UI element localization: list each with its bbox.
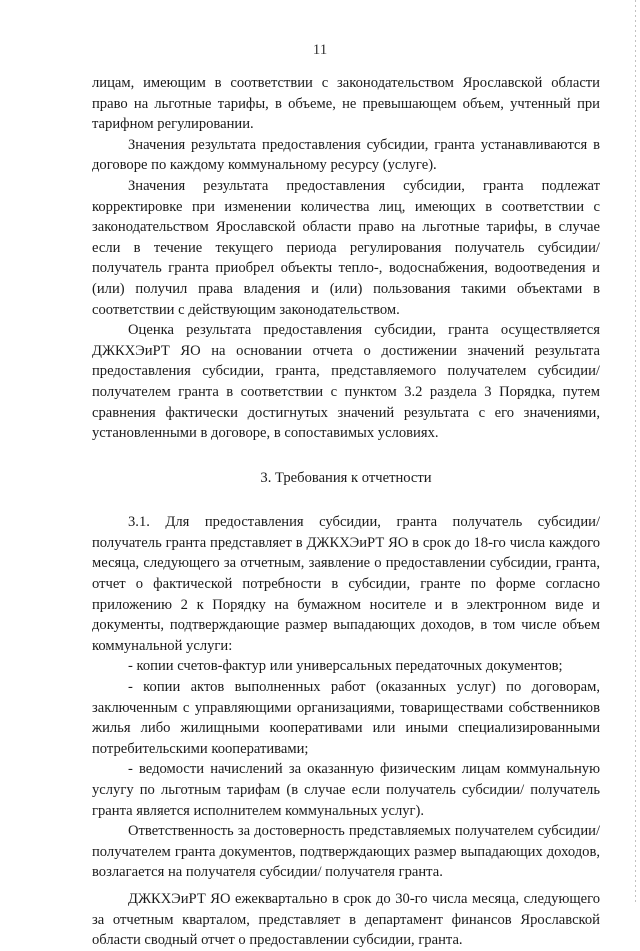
paragraph: лицам, имеющим в соответствии с законодательством Ярославской области право на льготные тарифы, в объеме, не превышающем объем, учтенный при тарифном регулировании. bbox=[92, 75, 600, 133]
page-number: 11 bbox=[312, 42, 328, 58]
paragraph: Ответственность за достоверность представляемых получателем субсидии/ получателем гранта документов, подтверждающих размер выпадающих доходов, возлагается на получателя субсидии/ получателя гранта. bbox=[92, 823, 600, 881]
paragraph: Значения результата предоставления субсидии, гранта устанавливаются в договоре по каждому коммунальному ресурсу (услуге). bbox=[92, 136, 600, 174]
section-heading: 3. Требования к отчетности bbox=[260, 469, 432, 486]
paragraph: ДЖКХЭиРТ ЯО ежеквартально в срок до 30-го числа месяца, следующего за отчетным кварталом, представляет в департамент финансов Ярославской области сводный отчет о предоставлении субсидии, гранта. bbox=[92, 890, 600, 949]
list-item: - ведомости начислений за оказанную физическим лицам коммунальную услугу по льготным тарифам (в случае если получатель субсидии/ получатель гранта является исполнителем коммунальных услуг). bbox=[92, 761, 600, 819]
document-body bbox=[92, 73, 600, 951]
list-item: - копии актов выполненных работ (оказанных услуг) по договорам, заключенным с управляющими организациями, товариществами собственников жилья либо жилищными кооперативами или иными специализированными потребительскими кооперативами; bbox=[92, 679, 600, 757]
scan-edge-artifact bbox=[635, 0, 636, 905]
paragraph: Оценка результата предоставления субсидии, гранта осуществляется ДЖКХЭиРТ ЯО на основании отчета о достижении значений результата предоставления субсидии, гранта, представляемого получателем субсидии/ получателем гранта в соответствии с пунктом 3.2 раздела 3 Порядка, путем сравнения фактически достигнутых значений результата с его значениями, установленными в договоре, в сопоставимых условиях. bbox=[92, 322, 600, 442]
paragraph: Значения результата предоставления субсидии, гранта подлежат корректировке при изменении количества лиц, имеющих в соответствии с законодательством Ярославской области право на льготные тарифы, в случае если в течение текущего периода регулирования получатель субсидии/ получатель гранта приобрел объекты тепло-, водоснабжения, водоотведения и (или) получил права владения и (или) пользования такими объектами в соответствии с действующим законодательством. bbox=[92, 177, 600, 318]
paragraph: 3.1. Для предоставления субсидии, гранта получатель субсидии/ получатель гранта представляет в ДЖКХЭиРТ ЯО в срок до 18-го числа каждого месяца, следующего за отчетным, заявление о предоставлении субсидии, гранта, отчет о фактической потребности в субсидии, гранте по форме согласно приложению 2 к Порядку на бумажном носителе и в электронном виде и документы, подтверждающие размер выпадающих доходов, в том числе объем коммунальной услуги: bbox=[92, 514, 600, 654]
list-item: - копии счетов-фактур или универсальных передаточных документов; bbox=[128, 658, 563, 675]
